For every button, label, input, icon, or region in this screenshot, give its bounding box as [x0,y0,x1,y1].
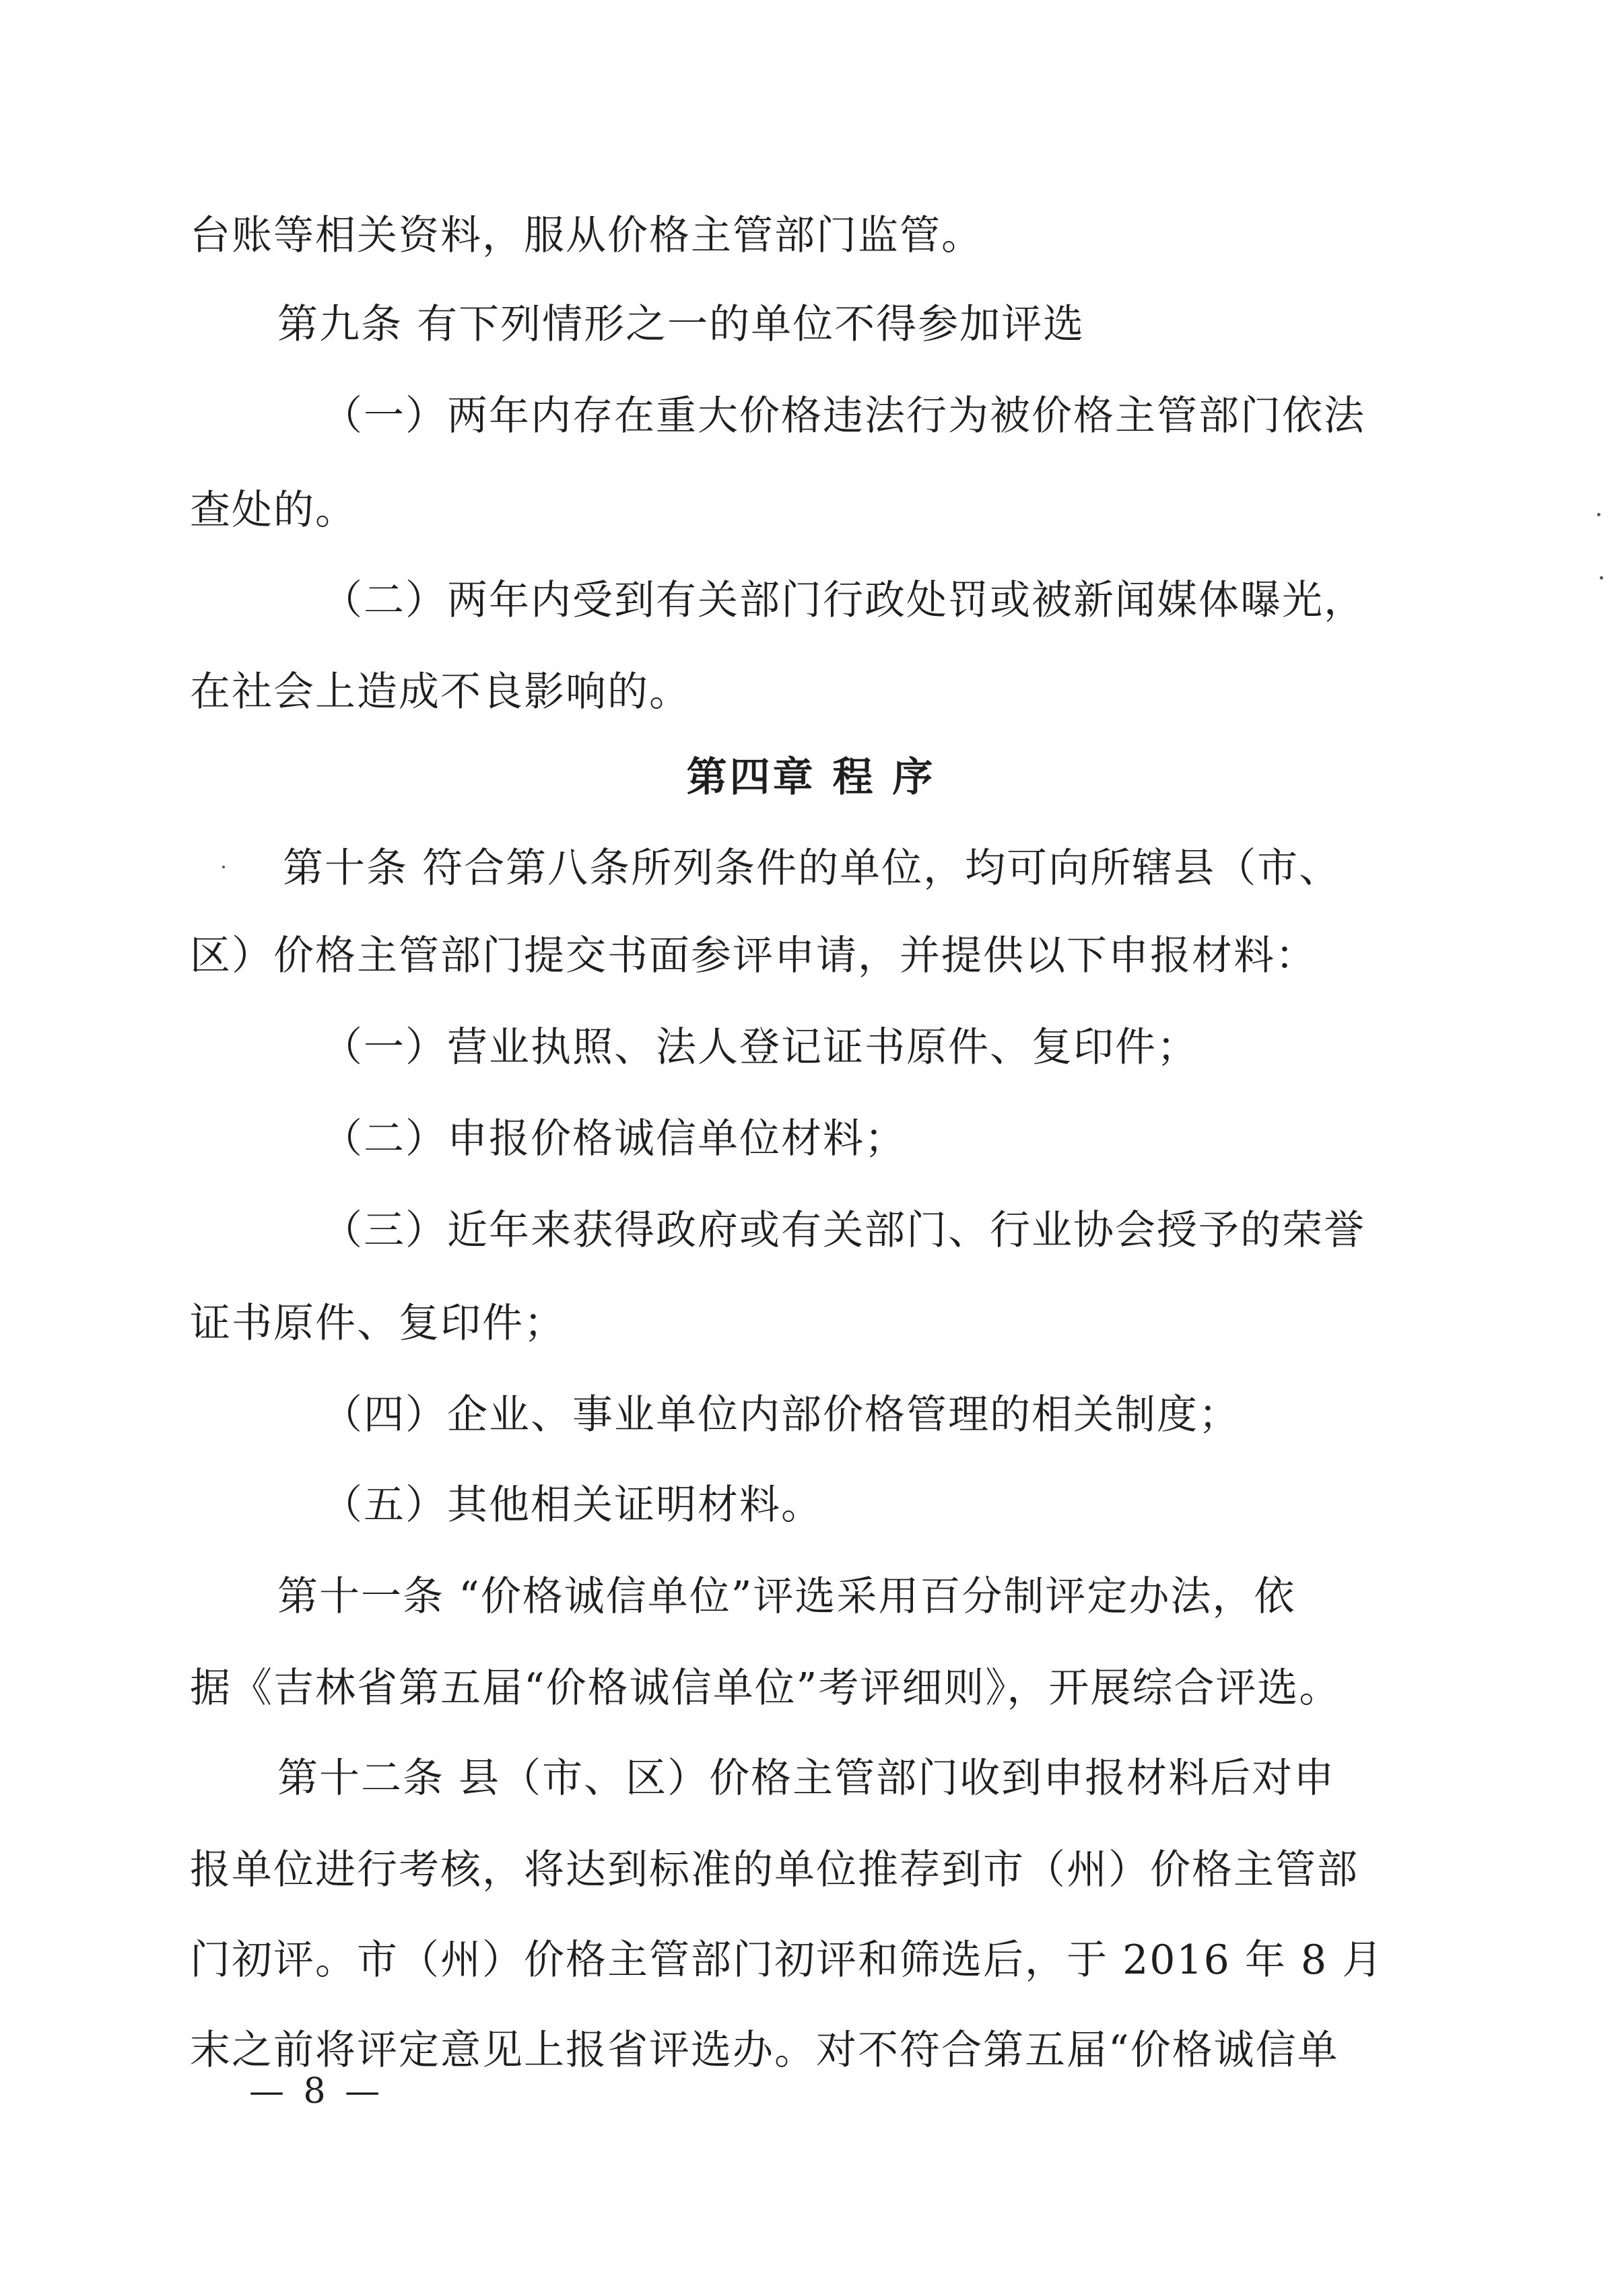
article-11-heading: 第十一条 “价格诚信单位”评选采用百分制评定办法，依 [277,1573,1296,1620]
text-line: 报单位进行考核，将达到标准的单位推荐到市（州）价格主管部 [190,1846,1359,1893]
text-line: 据《吉林省第五届“价格诚信单位”考评细则》，开展综合评选。 [190,1665,1341,1712]
text-line: 查处的。 [190,487,357,534]
text-line: （一）两年内存在重大价格违法行为被价格主管部门依法 [322,392,1365,440]
text-line: （二）两年内受到有关部门行政处罚或被新闻媒体曝光， [322,577,1365,624]
scan-speck [1597,513,1600,516]
text-line: 证书原件、复印件； [190,1300,566,1347]
chapter-heading: 第四章 程 序 [686,754,936,801]
list-item: （三）近年来获得政府或有关部门、行业协会授予的荣誉 [322,1207,1365,1254]
list-item: （一）营业执照、法人登记证书原件、复印件； [322,1024,1198,1071]
scan-speck [1600,576,1603,580]
article-10-heading: 第十条 符合第八条所列条件的单位，均可向所辖县（市、 [283,845,1341,892]
article-12-heading: 第十二条 县（市、区）价格主管部门收到申报材料后对申 [277,1755,1336,1802]
list-item: （五）其他相关证明材料。 [322,1482,823,1529]
article-9-heading: 第九条 有下列情形之一的单位不得参加评选 [277,301,1085,348]
text-line: 台账等相关资料，服从价格主管部门监管。 [190,212,983,259]
text-line: 在社会上造成不良影响的。 [190,668,691,716]
text-line: 门初评。市（州）价格主管部门初评和筛选后，于 2016 年 8 月 [190,1937,1384,1984]
text-line: 末之前将评定意见上报省评选办。对不符合第五届“价格诚信单 [190,2027,1339,2074]
page-number: — 8 — [249,2071,384,2112]
list-item: （二）申报价格诚信单位材料； [322,1115,906,1162]
scan-speck [222,866,225,868]
list-item: （四）企业、事业单位内部价格管理的相关制度； [322,1391,1240,1438]
text-line: 区）价格主管部门提交书面参评申请，并提供以下申报材料： [190,932,1317,979]
